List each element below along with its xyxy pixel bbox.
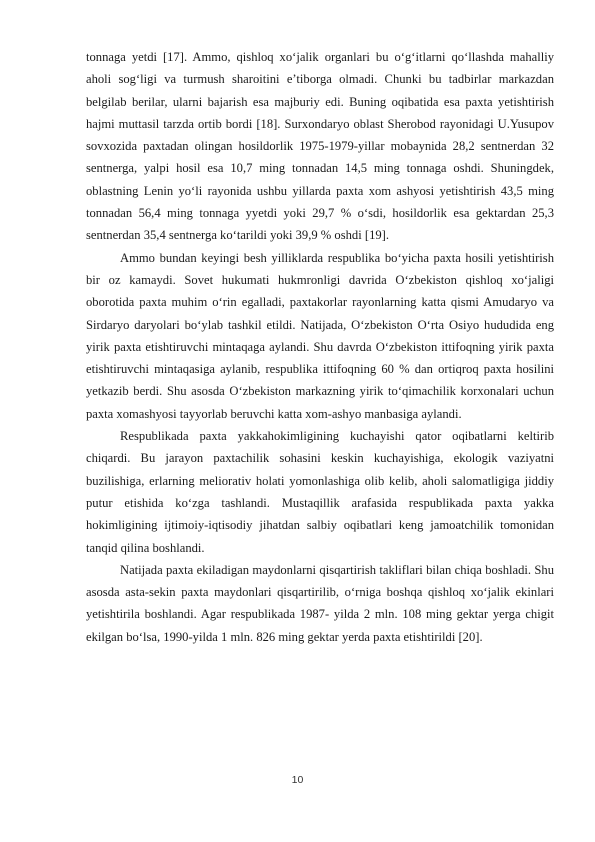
paragraph-1: tonnaga yetdi [17]. Ammo, qishloq xo‘jalik organlari bu o‘g‘itlarni qo‘llashda mahalliy aholi sog‘ligi va turmush sharoitini e’tiborga olmadi. Chunki bu tadbirlar markazdan belgilab berilar, ularni bajarish esa majburiy edi. Buning oqibatida esa paxta yetishtirish hajmi muttasil tarzda ortib bordi [18]. Surxondaryo oblast Sherobod rayonidagi U.Yusupov sovxozida paxtadan olingan hosildorlik 1975-1979-yillar mobaynida 28,2 sentnerdan 32 sentnerga, yalpi hosil esa 10,7 ming tonnadan 14,5 ming tonnaga oshdi. Shuningdek, oblastning Lenin yo‘li rayonida ushbu yillarda paxta xom ashyosi yetishtirish 43,5 ming tonnadan 56,4 ming tonnaga yyetdi yoki 29,7 % o‘sdi, hosildorlik esa gektardan 25,3 sentnerdan 35,4 sentnerga ko‘tarildi yoki 39,9 % oshdi [19]. [86, 50, 554, 243]
page-number: 10 [291, 774, 304, 786]
paragraph-3: Respublikada paxta yakkahokimligining kuchayishi qator oqibatlarni keltirib chiqardi. Bu jarayon paxtachilik sohasini keskin kuchayishiga, ekologik vaziyatni buzilishiga, erlarning meliorativ holati yomonlashiga olib kelib, aholi salomatligiga jiddiy putur etishida ko‘zga tashlandi. Mustaqillik arafasida respublikada paxta yakka hokimligining ijtimoiy-iqtisodiy jihatdan salbiy oqibatlari keng jamoatchilik tomonidan tanqid qilina boshlandi. [86, 429, 554, 555]
paragraph-2: Ammo bundan keyingi besh yilliklarda respublika bo‘yicha paxta hosili yetishtirish bir oz kamaydi. Sovet hukumati hukmronligi davrida O‘zbekiston qishloq xo‘jaligi oborotida paxta muhim o‘rin egalladi, paxtakorlar rayonlarning katta qismi Amudaryo va Sirdaryo daryolari bo‘ylab tashkil etildi. Natijada, O‘zbekiston O‘rta Osiyo hududida eng yirik paxta etishtiruvchi mintaqaga aylandi. Shu davrda O‘zbekiston ittifoqning yirik paxta etishtiruvchi mintaqasiga aylanib, respublika ittifoqning 60 % dan ortiqroq paxta hosilini yetkazib berdi. Shu asosda O‘zbekiston markazning yirik to‘qimachilik korxonalari uchun paxta xomashyosi tayyorlab beruvchi katta xom-ashyo manbasiga aylandi. [86, 250, 554, 421]
paragraph-4: Natijada paxta ekiladigan maydonlarni qisqartirish takliflari bilan chiqa boshladi. Shu asosda asta-sekin paxta maydonlari qisqartirilib, o‘rniga boshqa qishloq xo‘jalik ekinlari yetishtirila boshlandi. Agar respublikada 1987- yilda 2 mln. 108 ming gektar yerga chigit ekilgan bo‘lsa, 1990-yilda 1 mln. 826 ming gektar yerda paxta etishtirildi [20]. [86, 562, 554, 644]
document-page [86, 46, 554, 648]
